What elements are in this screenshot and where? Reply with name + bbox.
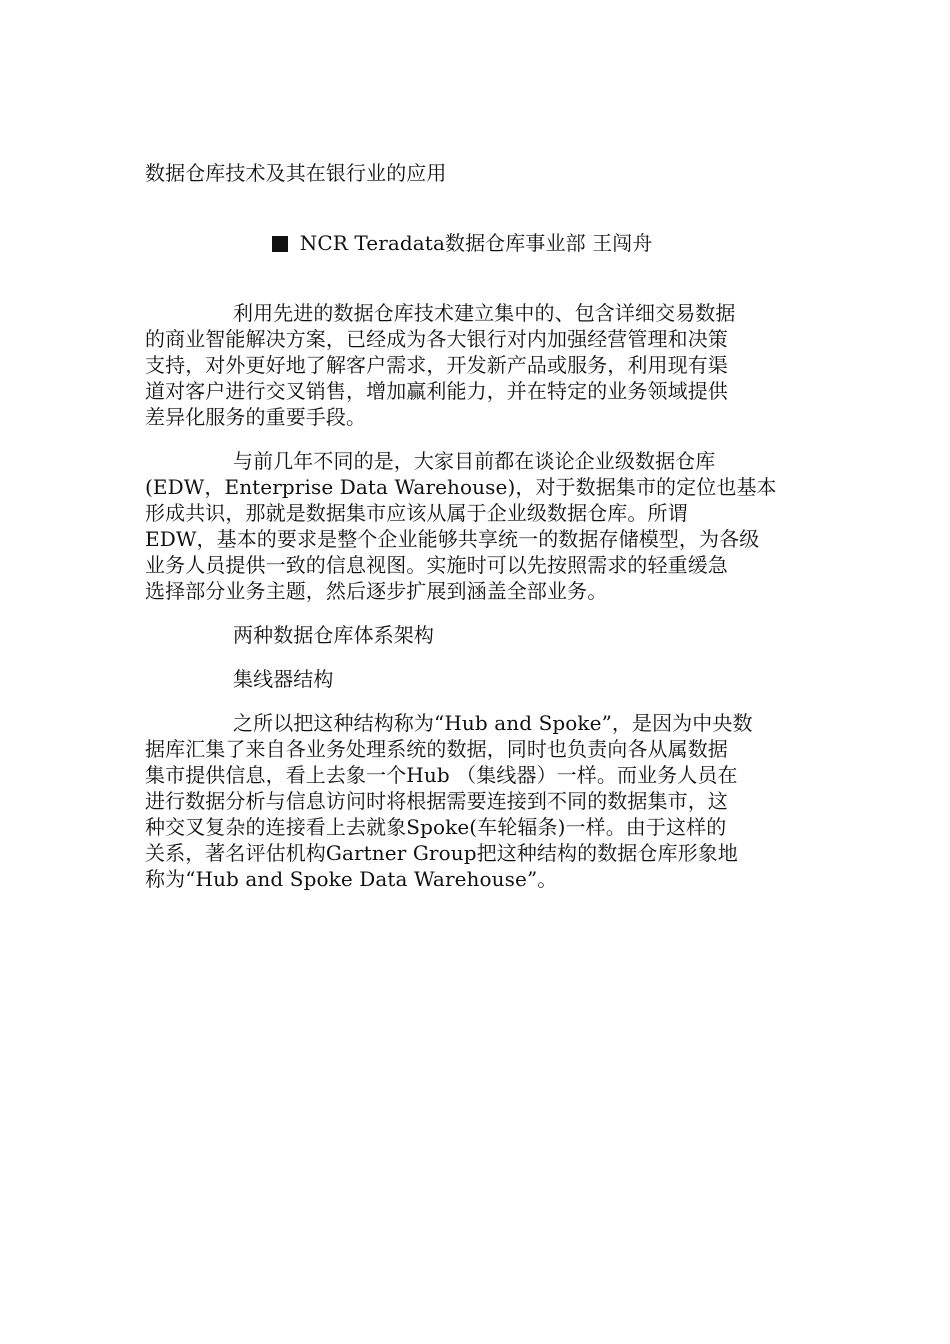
paragraph-3-line: 之所以把这种结构称为“Hub and Spoke”，是因为中央数 [233, 711, 753, 735]
byline [145, 204, 805, 282]
paragraph-2-line: (EDW，Enterprise Data Warehouse)，对于数据集市的定位也基本 [145, 475, 777, 499]
paragraph-2-line: 选择部分业务主题，然后逐步扩展到涵盖全部业务。 [145, 579, 608, 603]
document-content [145, 160, 805, 910]
paragraph-3-line: 种交叉复杂的连接看上去就象Spoke(车轮辐条)一样。由于这样的 [145, 815, 727, 839]
paragraph-1 [145, 300, 805, 430]
paragraph-1-line: 利用先进的数据仓库技术建立集中的、包含详细交易数据 [233, 301, 736, 325]
paragraph-1-line: 支持，对外更好地了解客户需求，开发新产品或服务，利用现有渠 [145, 353, 728, 377]
paragraph-3 [145, 710, 805, 892]
paragraph-3-line: 据库汇集了来自各业务处理系统的数据，同时也负责向各从属数据 [145, 737, 728, 761]
black-square-icon [272, 236, 288, 252]
paragraph-1-line: 差异化服务的重要手段。 [145, 405, 367, 429]
paragraph-3-line: 集市提供信息，看上去象一个Hub （集线器）一样。而业务人员在 [145, 763, 738, 787]
paragraph-1-line: 的商业智能解决方案，已经成为各大银行对内加强经营管理和决策 [145, 327, 728, 351]
paragraph-2-line: 形成共识，那就是数据集市应该从属于企业级数据仓库。所谓 [145, 501, 688, 525]
paragraph-2 [145, 448, 805, 604]
paragraph-3-line: 进行数据分析与信息访问时将根据需要连接到不同的数据集市，这 [145, 789, 728, 813]
paragraph-3-line: 关系，著名评估机构Gartner Group把这种结构的数据仓库形象地 [145, 841, 738, 865]
document-title: 数据仓库技术及其在银行业的应用 [145, 161, 447, 185]
section-heading: 两种数据仓库体系架构 [233, 623, 434, 647]
paragraph-2-line: EDW，基本的要求是整个企业能够共享统一的数据存储模型，为各级 [145, 527, 760, 551]
paragraph-1-line: 道对客户进行交叉销售，增加赢利能力，并在特定的业务领域提供 [145, 379, 728, 403]
paragraph-2-line: 与前几年不同的是，大家目前都在谈论企业级数据仓库 [233, 449, 716, 473]
subsection-heading: 集线器结构 [233, 667, 334, 691]
paragraph-2-line: 业务人员提供一致的信息视图。实施时可以先按照需求的轻重缓急 [145, 553, 728, 577]
paragraph-3-line: 称为“Hub and Spoke Data Warehouse”。 [145, 867, 558, 891]
byline-text: NCR Teradata数据仓库事业部 王闯舟 [299, 231, 653, 255]
